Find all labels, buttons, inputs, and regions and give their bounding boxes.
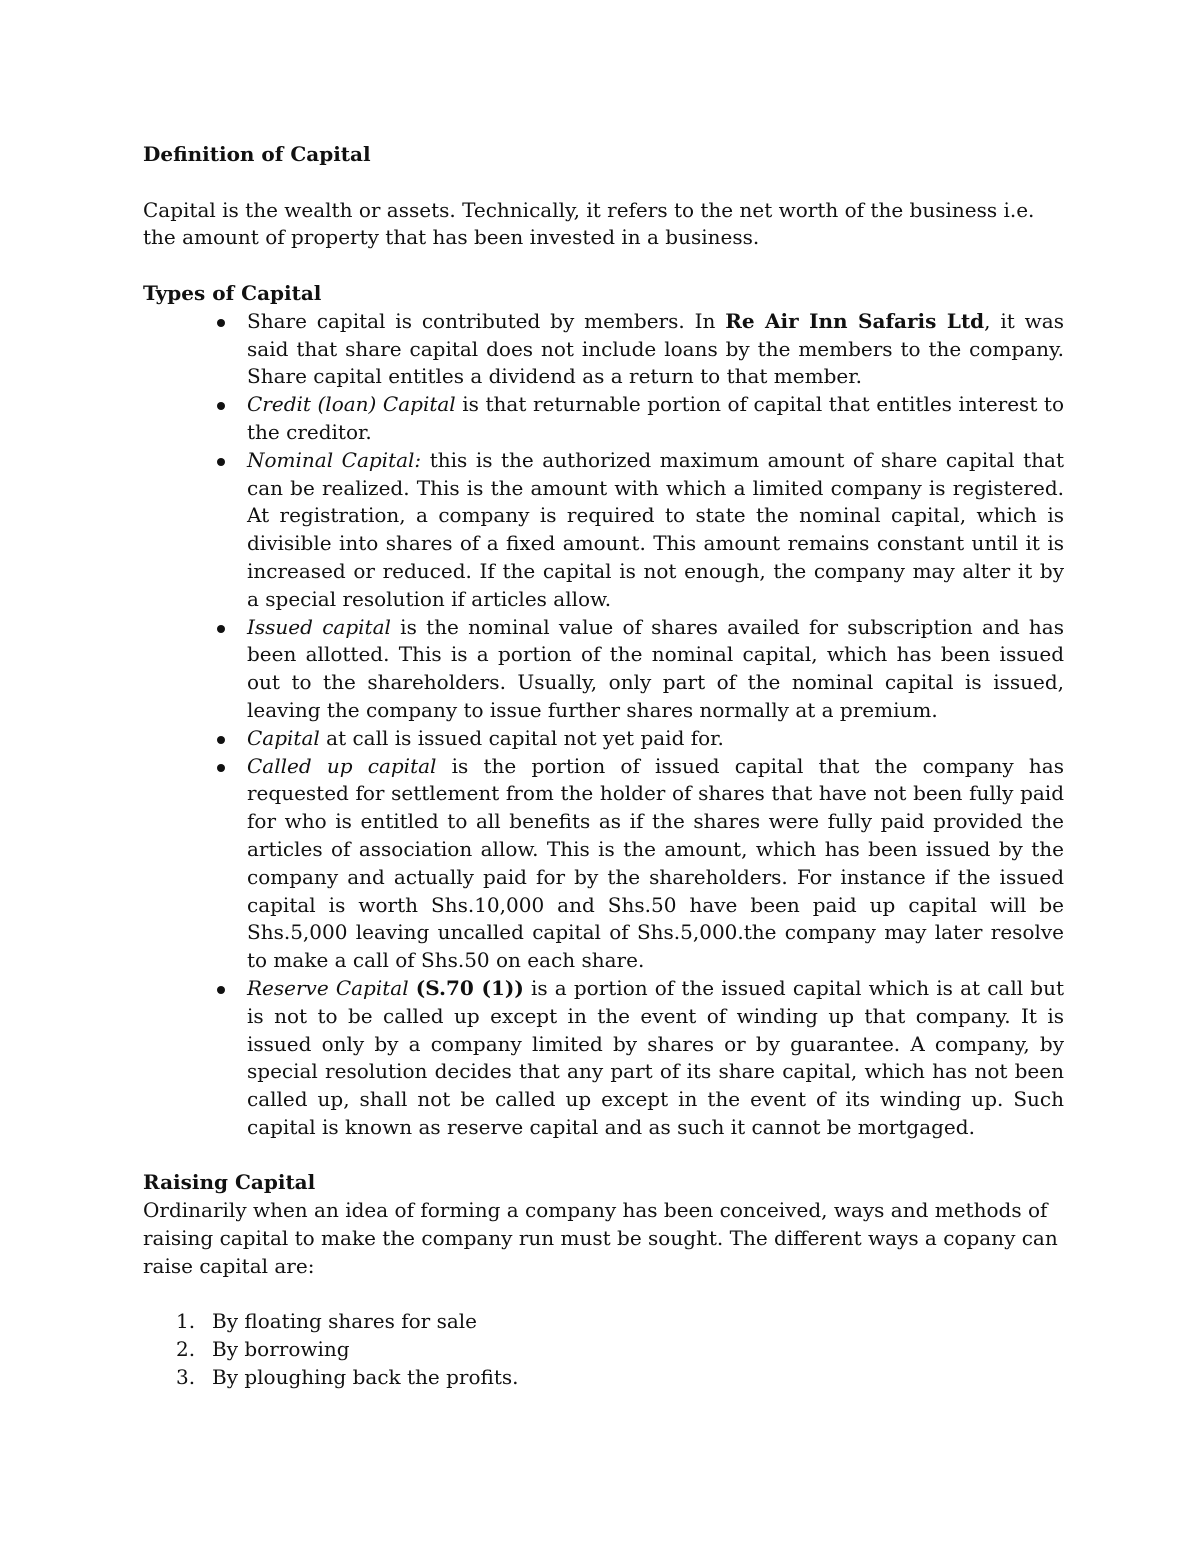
bullet-icon [217, 764, 225, 772]
list-item: Share capital is contributed by members. In Re Air Inn Safaris Ltd, it was said that share capital does not include loans by the members to the company. Share capital entitles a dividend as a return to that member. [247, 308, 1064, 391]
term: Credit (loan) Capital [247, 392, 456, 417]
list-item: 2. By borrowing [212, 1336, 1064, 1364]
bullet-icon [217, 736, 225, 744]
bullet-icon [217, 986, 225, 994]
list-item: 1. By floating shares for sale [212, 1308, 1064, 1336]
case-name: Re Air Inn Safaris Ltd [725, 308, 985, 333]
term: Reserve Capital [247, 975, 409, 1000]
list-item: Credit (loan) Capital is that returnable portion of capital that entitles interest to the creditor. [247, 391, 1064, 447]
list-item: Nominal Capital: this is the authorized maximum amount of share capital that can be realized. This is the amount with which a limited company is registered. At registration, a company is required to state the nominal capital, which is divisible into shares of a fixed amount. This amount remains constant until it is increased or reduced. If the capital is not enough, the company may alter it by a special resolution if articles allow. [247, 447, 1064, 614]
bullet-icon [217, 458, 225, 466]
term: Capital [247, 725, 320, 750]
definition-heading: Definition of Capital [143, 142, 371, 166]
raising-heading: Raising Capital [143, 1170, 316, 1195]
term: Issued capital [247, 614, 391, 639]
list-item: 3. By ploughing back the profits. [212, 1364, 1064, 1392]
term: Nominal Capital: [247, 447, 422, 472]
list-item: Called up capital is the portion of issued capital that the company has requested for settlement from the holder of shares that have not been fully paid for who is entitled to all benefits as if the shares were fully paid provided the articles of association allow. This is the amount, which has been issued by the company and actually paid for by the shareholders. For instance if the issued capital is worth Shs.10,000 and Shs.50 have been paid up capital will be Shs.5,000 leaving uncalled capital of Shs.5,000.the company may later resolve to make a call of Shs.50 on each share. [247, 753, 1064, 975]
list-item: Issued capital is the nominal value of shares availed for subscription and has been allotted. This is a portion of the nominal capital, which has been issued out to the shareholders. Usually, only part of the nominal capital is issued, leaving the company to issue further shares normally at a premium. [247, 614, 1064, 725]
types-list [143, 308, 1064, 1142]
list-item: Reserve Capital (S.70 (1)) is a portion of the issued capital which is at call but is not to be called up except in the event of winding up that company. It is issued only by a company limited by shares or by guarantee. A company, by special resolution decides that any part of its share capital, which has not been called up, shall not be called up except in the event of its winding up. Such capital is known as reserve capital and as such it cannot be mortgaged. [247, 975, 1064, 1142]
list-number: 2. [176, 1337, 196, 1362]
list-number: 3. [176, 1365, 196, 1390]
list-number: 1. [176, 1309, 196, 1334]
raising-paragraph: Ordinarily when an idea of forming a company has been conceived, ways and methods of raising capital to make the company run must be sought. The different ways a copany can raise capital are: [143, 1198, 1058, 1278]
term: Called up capital [247, 753, 437, 778]
statute-reference: (S.70 (1)) [415, 975, 524, 1000]
raising-list [143, 1308, 1064, 1391]
definition-paragraph: Capital is the wealth or assets. Technically, it refers to the net worth of the business i.e. the amount of property that has been invested in a business. [143, 197, 1035, 250]
list-item: Capital at call is issued capital not yet paid for. [247, 725, 1064, 753]
bullet-icon [217, 319, 225, 327]
bullet-icon [217, 625, 225, 633]
types-heading: Types of Capital [143, 280, 322, 305]
bullet-icon [217, 402, 225, 410]
